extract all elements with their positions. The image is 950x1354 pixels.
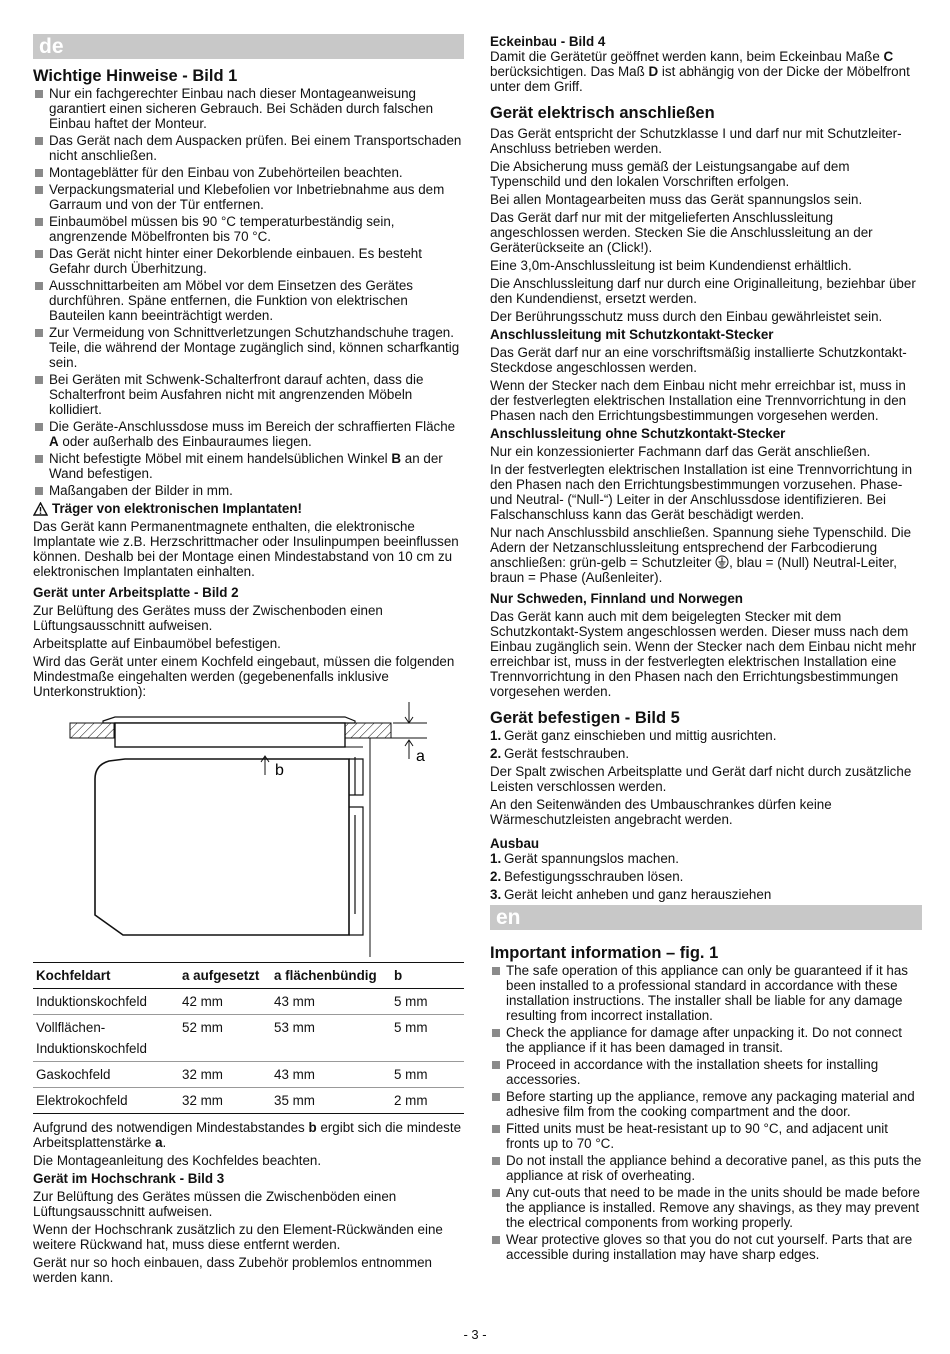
ausbau-steps [490,851,922,902]
installation-diagram [33,699,464,957]
paragraph: Damit die Gerätetür geöffnet werden kann, beim Eckeinbau Maße C berücksichtigen. Das Maß D ist abhängig von der Dicke der Möbelfront unter dem Griff. [490,49,910,94]
table-cell: 35 mm [274,1093,315,1108]
table-row [33,1062,464,1088]
paragraph: Das Gerät kann auch mit dem beigelegten Stecker mit dem Schutzkontakt-System angeschlossen werden. Dieser muss nach dem Einbau zugänglich sein. Wenn der Stecker nach dem Einbau nicht mehr erreichbar ist, muss in der festverlegten elektrischen Installation eine Trennvorrichtung in den Phasen nach den Errichtungsbestimmungen vorgesehen werden. [490,609,917,699]
table-cell: Elektrokochfeld [36,1093,128,1108]
right-column [490,0,922,1264]
table-cell: Induktionskochfeld [36,994,147,1009]
paragraph: Das Gerät entspricht der Schutzklasse I und darf nur mit Schutzleiter-Anschluss betrieben werden. [490,126,902,156]
list-item: Nicht befestigte Möbel mit einem handelsüblichen Winkel B an der Wand befestigen. [33,451,464,481]
table-row [33,989,464,1015]
list-item: Das Gerät nicht hinter einer Dekorblende einbauen. Es besteht Gefahr durch Überhitzung. [33,246,464,276]
table-header-cell: Kochfeldart [36,968,111,983]
table-cell: Gaskochfeld [36,1067,111,1082]
heading-wichtige-hinweise: Wichtige Hinweise - Bild 1 [33,67,238,85]
list-item: 1. Gerät spannungslos machen. [490,851,679,866]
diagram-label-a: a [416,748,425,765]
table-row [33,1088,464,1114]
language-bar-de: de [33,34,464,59]
list-item: Before starting up the appliance, remove any packaging material and adhesive film from the cooking compartment and the door. [490,1089,922,1119]
list-item: 2. Gerät festschrauben. [490,746,630,761]
table-cell: Vollflächen-Induktionskochfeld [36,1020,147,1056]
warning-triangle-icon [33,502,48,516]
paragraph: Der Berührungsschutz muss durch den Einbau gewährleistet sein. [490,309,883,324]
list-item: Any cut-outs that need to be made in the units should be made before the appliance is installed. Remove any shavings, as they may prevent the electrical components from working properly. [490,1185,922,1230]
table-cell: 2 mm [394,1093,428,1108]
table-row [33,1015,464,1062]
list-item: Das Gerät nach dem Auspacken prüfen. Bei einem Transportschaden nicht anschließen. [33,133,464,163]
paragraph: Gerät nur so hoch einbauen, dass Zubehör problemlos entnommen werden kann. [33,1255,432,1285]
heading-schweden: Nur Schweden, Finnland und Norwegen [490,591,743,606]
table-header-cell: a flächenbündig [274,968,377,983]
paragraph: Bei allen Montagearbeiten muss das Gerät spannungslos sein. [490,192,863,207]
list-item: Die Geräte-Anschlussdose muss im Bereich der schraffierten Fläche A oder außerhalb des Einbauraumes liegen. [33,419,464,449]
paragraph: Das Gerät darf nur an eine vorschriftsmäßig installierte Schutzkontakt-Steckdose angeschlossen werden. [490,345,907,375]
table-cell: 52 mm [182,1020,223,1035]
heading-befestigen: Gerät befestigen - Bild 5 [490,709,680,727]
list-item: Check the appliance for damage after unpacking it. Do not connect the appliance if it has been damaged in transit. [490,1025,922,1055]
paragraph: Arbeitsplatte auf Einbaumöbel befestigen. [33,636,281,651]
list-item: Wear protective gloves so that you do not cut yourself. Parts that are accessible during installation may have sharp edges. [490,1232,922,1262]
list-item: 2. Befestigungsschrauben lösen. [490,869,684,884]
list-item: Ausschnittarbeiten am Möbel vor dem Einsetzen des Gerätes durchführen. Späne entfernen, die Funktion von elektrischen Bauteilen kann beeinträchtigt werden. [33,278,464,323]
paragraph: Nur ein konzessionierter Fachmann darf das Gerät anschließen. [490,444,871,459]
heading-ausbau: Ausbau [490,836,540,851]
list-item: Do not install the appliance behind a decorative panel, as this puts the appliance at risk of overheating. [490,1153,922,1183]
heading-important-information: Important information – fig. 1 [490,944,719,962]
kochfeld-table [33,962,464,1114]
paragraph: Eine 3,0m-Anschlussleitung ist beim Kundendienst erhältlich. [490,258,852,273]
list-item: Nur ein fachgerechter Einbau nach dieser Montageanweisung garantiert einen sicheren Gebrauch. Bei Schäden durch falschen Einbau haftet der Monteur. [33,86,464,131]
table-cell: 53 mm [274,1020,315,1035]
list-item: 3. Gerät leicht anheben und ganz herausziehen [490,887,772,902]
list-item: Bei Geräten mit Schwenk-Schalterfront darauf achten, dass die Schalterfront beim Ausfahren nicht mit angrenzenden Möbeln kollidiert. [33,372,464,417]
list-item: Maßangaben der Bilder in mm. [33,483,464,498]
paragraph: In der festverlegten elektrischen Installation ist eine Trennvorrichtung in den Phasen nach den Errichtungsbestimmungen vorzusehen. Phase- und Neutral- (“Null-“) Leiter in der Anschlussdose identifizieren. Bei Falschanschluss kann das Gerät beschädigt werden. [490,462,913,522]
paragraph: Aufgrund des notwendigen Mindestabstandes b ergibt sich die mindeste Arbeitsplattenstärke a. [33,1120,462,1150]
ground-symbol-icon [715,555,729,569]
table-header-cell: a aufgesetzt [182,968,260,983]
table-cell: 43 mm [274,994,315,1009]
paragraph: Zur Belüftung des Gerätes muss der Zwischenboden einen Lüftungsausschnitt aufweisen. [33,603,383,633]
heading-ohne-schutzkontakt: Anschlussleitung ohne Schutzkontakt-Stecker [490,426,786,441]
table-cell: 5 mm [394,1067,428,1082]
heading-eckeinbau: Eckeinbau - Bild 4 [490,34,606,49]
table-cell: 32 mm [182,1093,223,1108]
list-item: The safe operation of this appliance can only be guaranteed if it has been installed to a professional standard in accordance with these installation instructions. The installer shall be liable for any damage resulting from incorrect installation. [490,963,922,1023]
important-list [490,963,922,1262]
table-cell: 43 mm [274,1067,315,1082]
paragraph: Wenn der Stecker nach dem Einbau nicht mehr erreichbar ist, muss in der festverlegten elektrischen Installation eine Trennvorrichtung in den Phasen nach den Errichtungsbestimmungen vorgesehen werden. [490,378,907,423]
paragraph: Die Absicherung muss gemäß der Leistungsangabe auf dem Typenschild und den lokalen Vorschriften erfolgen. [490,159,850,189]
paragraph: Der Spalt zwischen Arbeitsplatte und Gerät darf nicht durch zusätzliche Leisten verschlossen werden. [490,764,912,794]
list-item: 1. Gerät ganz einschieben und mittig ausrichten. [490,728,777,743]
paragraph: Das Gerät darf nur mit der mitgelieferten Anschlussleitung angeschlossen werden. Stecken Sie die Anschlussleitung an der Geräterückseite an (Click!). [490,210,873,255]
table-header-cell: b [394,968,403,983]
paragraph: Wenn der Hochschrank zusätzlich zu den Element-Rückwänden eine weitere Rückwand hat, muss diese entfernt werden. [33,1222,443,1252]
heading-elektrisch: Gerät elektrisch anschließen [490,104,715,122]
list-item: Montageblätter für den Einbau von Zubehörteilen beachten. [33,165,464,180]
list-item: Einbaumöbel müssen bis 90 °C temperaturbeständig sein, angrenzende Möbelfronten bis 70 °C. [33,214,464,244]
implant-warning-heading: Träger von elektronischen Implantaten! [33,501,464,516]
paragraph: Wird das Gerät unter einem Kochfeld eingebaut, müssen die folgenden Mindestmaße eingehalten werden (gegebenenfalls inklusive Unterkonstruktion): [33,654,455,699]
language-bar-en: en [490,905,922,930]
paragraph: Zur Belüftung des Gerätes müssen die Zwischenböden einen Lüftungsausschnitt aufweisen. [33,1189,397,1219]
paragraph: Die Montageanleitung des Kochfeldes beachten. [33,1153,322,1168]
befestigen-steps [490,728,922,761]
list-item: Zur Vermeidung von Schnittverletzungen Schutzhandschuhe tragen. Teile, die während der Montage zugänglich sind, können scharfkantig sein. [33,325,464,370]
left-column [33,0,464,1285]
paragraph: An den Seitenwänden des Umbauschrankes dürfen keine Wärmeschutzleisten angebracht werden. [490,797,832,827]
hinweise-list [33,86,464,498]
table-cell: 32 mm [182,1067,223,1082]
paragraph: Nur nach Anschlussbild anschließen. Spannung siehe Typenschild. Die Adern der Netzanschlussleitung entsprechend der Farbcodierung anschließen: grün-gelb = Schutzleiter , blau = (Null) Neutral-Leiter, braun = Phase (Außenleiter). [490,525,912,585]
heading-mit-schutzkontakt: Anschlussleitung mit Schutzkontakt-Stecker [490,327,774,342]
page-number: - 3 - [463,1327,487,1342]
table-header-row [33,963,464,989]
diagram-label-b: b [275,762,284,779]
heading-hochschrank: Gerät im Hochschrank - Bild 3 [33,1171,225,1186]
table-cell: 5 mm [394,1020,428,1035]
heading-arbeitsplatte: Gerät unter Arbeitsplatte - Bild 2 [33,585,239,600]
table-cell: 42 mm [182,994,223,1009]
implant-warning-text: Das Gerät kann Permanentmagnete enthalten, die elektronische Implantate wie z.B. Herzschrittmacher oder Insulinpumpen beeinflussen können. Deshalb bei der Montage einen Mindestabstand von 10 cm zu elektronischen Implantaten einhalten. [33,519,459,579]
list-item: Verpackungsmaterial und Klebefolien vor Inbetriebnahme aus dem Garraum und von der Tür entfernen. [33,182,464,212]
list-item: Fitted units must be heat-resistant up to 90 °C, and adjacent unit fronts up to 70 °C. [490,1121,922,1151]
list-item: Proceed in accordance with the installation sheets for installing accessories. [490,1057,922,1087]
table-cell: 5 mm [394,994,428,1009]
paragraph: Die Anschlussleitung darf nur durch eine Originalleitung, beziehbar über den Kundendienst, ersetzt werden. [490,276,916,306]
